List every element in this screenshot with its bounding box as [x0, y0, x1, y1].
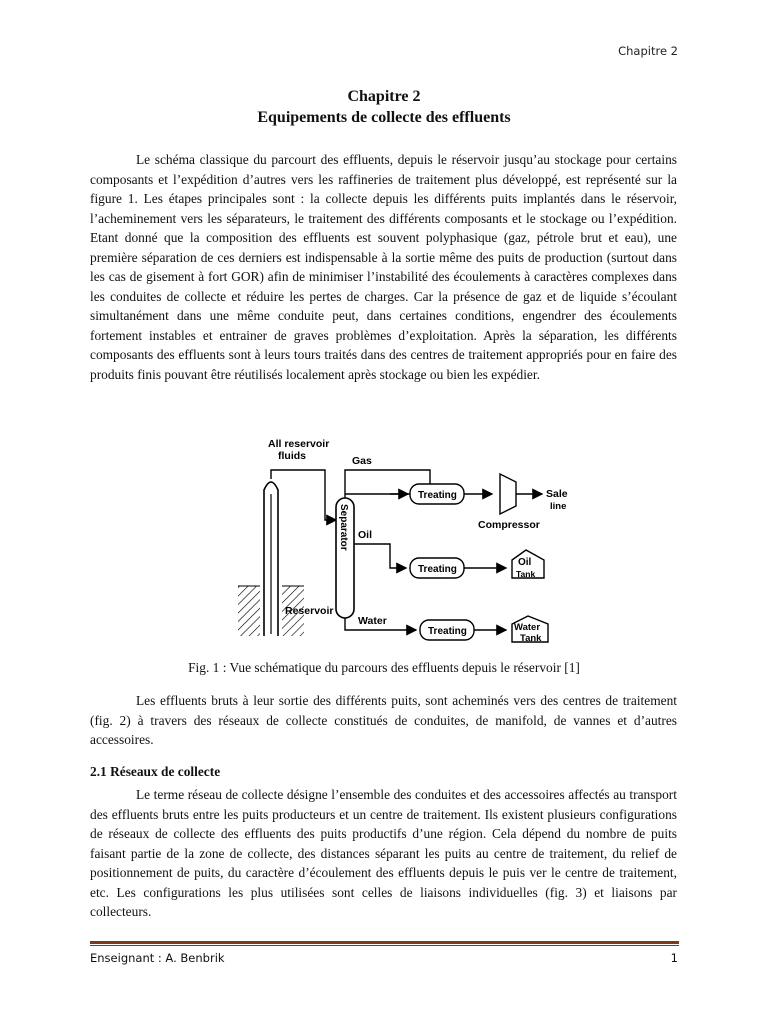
label-gas: Gas	[352, 455, 372, 467]
section-title: 2.1 Réseaux de collecte	[90, 764, 221, 779]
label-sale: Sale	[546, 488, 568, 500]
transport-paragraph: Les effluents bruts à leur sortie des différents puits, sont acheminés vers des centres de traitement (fig. 2) à travers des réseaux de collecte constitués de conduites, de manifold, de vannes et d’autres accessoires.	[90, 693, 677, 747]
label-separator: Separator	[338, 504, 349, 551]
chapter-title: Equipements de collecte des effluents	[257, 109, 511, 126]
label-water-tank: Water	[514, 622, 541, 633]
label-treating-water: Treating	[428, 626, 467, 637]
label-line: line	[550, 501, 567, 512]
flow-diagram	[230, 434, 580, 650]
running-header: Chapitre 2	[618, 44, 678, 58]
chapter-title-block	[0, 86, 768, 128]
label-treating-gas: Treating	[418, 490, 457, 501]
flow-diagram-svg	[230, 434, 580, 650]
footer-rule-thin	[90, 945, 679, 946]
label-reservoir-fluids-2: fluids	[278, 450, 306, 462]
ground-hatch-left	[238, 586, 260, 636]
footer-teacher: Enseignant : A. Benbrik	[90, 951, 225, 965]
label-compressor: Compressor	[478, 519, 540, 531]
label-oil-tank: Oil	[518, 557, 532, 568]
page-number: 1	[670, 951, 678, 965]
label-water: Water	[358, 615, 387, 627]
figure-caption: Fig. 1 : Vue schématique du parcours des effluents depuis le réservoir [1]	[188, 660, 580, 675]
label-oil-tank-2: Tank	[516, 569, 536, 579]
chapter-number: Chapitre 2	[347, 88, 421, 105]
oil-line	[354, 544, 406, 568]
label-oil: Oil	[358, 529, 373, 541]
label-reservoir-fluids: All reservoir	[268, 438, 330, 450]
intro-paragraph: Le schéma classique du parcourt des effluents, depuis le réservoir jusqu’au stockage pour certains composants et l’expédition d’autres vers les raffineries de traitement plus développé, est représenté sur la figure 1. Les étapes principales sont : la collecte depuis les différents puits implantés dans le réservoir, l’acheminement vers les séparateurs, le traitement des différents composants et le stockage ou l’expédition. Etant donné que la composition des effluents est souvent polyphasique (gaz, pétrole brut et eau), une première séparation de ces derniers est indispensable à la sortie même des puits de production (surtout dans les cas de gisement à fort GOR) afin de minimiser l’instabilité des écoulements à caractères complexes dans les conduites de collecte et réduire les pertes de charges. Car la présence de gaz et de liquide s’écoulant simultanément dans une même conduite peut, dans certaines conditions, engendrer des écoulements fortement instables et entrainer de graves problèmes d’exploitation. Après la séparation, les différents composants des effluents sont à leurs tours traités dans des centres de traitement appropriés pour en faire des produits finis pouvant être réutilisés localement après stockage ou bien les expédier.	[90, 152, 677, 382]
well-to-separator-line	[271, 470, 336, 520]
label-reservoir: Reservoir	[285, 605, 334, 617]
footer-rule-thick	[90, 941, 679, 944]
network-paragraph: Le terme réseau de collecte désigne l’ensemble des conduites et des accessoires affectés au transport des effluents bruts entre les puits producteurs et un centre de traitement. Ils existent plusieurs configurations de réseaux de collecte des effluents des puits productifs d’une région. Cela dépend du nombre de puits faisant partie de la zone de collecte, des distances séparant les puits au centre de traitement, du relief de positionnement de puits, du caractère d’écoulement des effluents depuis le puis ver le centre de traitement, etc. Les configurations les plus utilisées sont celles de liaisons individuelles (fig. 3) et liaisons par collecteurs.	[90, 787, 677, 919]
label-water-tank-2: Tank	[520, 633, 542, 644]
label-treating-oil: Treating	[418, 564, 457, 575]
compressor-symbol	[500, 474, 516, 514]
